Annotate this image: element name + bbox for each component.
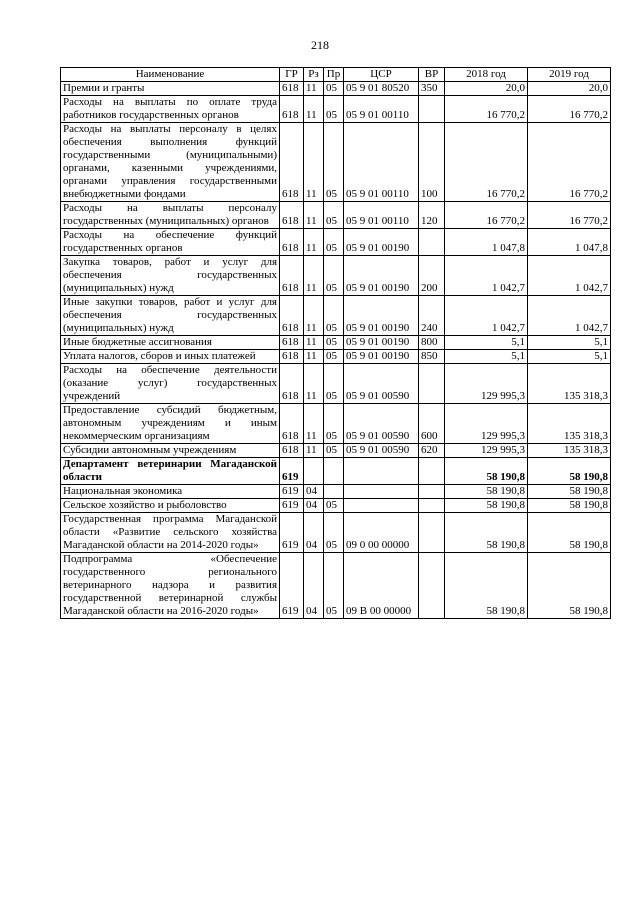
cell-name: Департамент ветеринарии Магаданской области [61, 458, 280, 485]
cell-csr [344, 499, 419, 513]
cell-pr [324, 458, 344, 485]
cell-vr [419, 513, 445, 553]
cell-pr: 05 [324, 123, 344, 202]
cell-csr: 09 В 00 00000 [344, 553, 419, 619]
cell-2019: 5,1 [528, 350, 611, 364]
cell-2019: 135 318,3 [528, 364, 611, 404]
cell-gr: 618 [280, 364, 304, 404]
cell-2018: 5,1 [445, 350, 528, 364]
cell-vr: 850 [419, 350, 445, 364]
cell-rz [304, 458, 324, 485]
cell-vr [419, 364, 445, 404]
cell-vr: 600 [419, 404, 445, 444]
cell-2018: 16 770,2 [445, 96, 528, 123]
header-rz: Рз [304, 68, 324, 82]
cell-name: Иные закупки товаров, работ и услуг для обеспечения государственных (муниципальных) нужд [61, 296, 280, 336]
cell-csr: 05 9 01 00190 [344, 256, 419, 296]
table-row [61, 123, 611, 202]
cell-gr: 618 [280, 82, 304, 96]
cell-csr: 05 9 01 00190 [344, 296, 419, 336]
cell-pr: 05 [324, 336, 344, 350]
cell-name: Субсидии автономным учреждениям [61, 444, 280, 458]
cell-gr: 618 [280, 296, 304, 336]
cell-name: Закупка товаров, работ и услуг для обеспечения государственных (муниципальных) нужд [61, 256, 280, 296]
cell-rz: 04 [304, 553, 324, 619]
cell-2018: 129 995,3 [445, 364, 528, 404]
cell-pr: 05 [324, 229, 344, 256]
cell-vr: 120 [419, 202, 445, 229]
cell-pr: 05 [324, 513, 344, 553]
cell-2019: 16 770,2 [528, 202, 611, 229]
cell-pr: 05 [324, 256, 344, 296]
cell-vr: 240 [419, 296, 445, 336]
cell-2019: 58 190,8 [528, 458, 611, 485]
cell-csr: 05 9 01 00190 [344, 350, 419, 364]
cell-pr: 05 [324, 444, 344, 458]
cell-2018: 1 042,7 [445, 296, 528, 336]
cell-pr: 05 [324, 96, 344, 123]
cell-gr: 619 [280, 553, 304, 619]
cell-gr: 618 [280, 202, 304, 229]
cell-2018: 129 995,3 [445, 404, 528, 444]
cell-name: Уплата налогов, сборов и иных платежей [61, 350, 280, 364]
cell-name: Расходы на выплаты персоналу в целях обеспечения выполнения функций государственными (муниципальными) органами, казенными учреждениями, органами управления государственными внебюджетными фондами [61, 123, 280, 202]
cell-gr: 618 [280, 336, 304, 350]
cell-2019: 1 042,7 [528, 256, 611, 296]
cell-gr: 618 [280, 229, 304, 256]
cell-rz: 04 [304, 499, 324, 513]
cell-pr: 05 [324, 202, 344, 229]
cell-name: Подпрограмма «Обеспечение государственного регионального ветеринарного надзора и развития государственной ветеринарной службы Магаданской области на 2016-2020 годы» [61, 553, 280, 619]
table-row [61, 202, 611, 229]
cell-2019: 1 042,7 [528, 296, 611, 336]
cell-gr: 618 [280, 444, 304, 458]
budget-table [60, 67, 611, 619]
cell-2018: 129 995,3 [445, 444, 528, 458]
cell-rz: 11 [304, 229, 324, 256]
table-row [61, 364, 611, 404]
cell-pr: 05 [324, 404, 344, 444]
cell-2018: 5,1 [445, 336, 528, 350]
header-2019: 2019 год [528, 68, 611, 82]
cell-rz: 11 [304, 336, 324, 350]
table-row [61, 513, 611, 553]
cell-vr: 100 [419, 123, 445, 202]
cell-rz: 11 [304, 256, 324, 296]
cell-csr: 09 0 00 00000 [344, 513, 419, 553]
cell-name: Премии и гранты [61, 82, 280, 96]
cell-csr: 05 9 01 00110 [344, 96, 419, 123]
cell-name: Расходы на выплаты по оплате труда работников государственных органов [61, 96, 280, 123]
cell-pr [324, 485, 344, 499]
cell-gr: 619 [280, 458, 304, 485]
cell-csr: 05 9 01 00190 [344, 229, 419, 256]
cell-csr [344, 485, 419, 499]
cell-csr: 05 9 01 00190 [344, 336, 419, 350]
cell-2019: 58 190,8 [528, 513, 611, 553]
cell-gr: 618 [280, 96, 304, 123]
cell-rz: 11 [304, 96, 324, 123]
cell-rz: 11 [304, 444, 324, 458]
cell-gr: 619 [280, 513, 304, 553]
table-header-row [61, 68, 611, 82]
cell-name: Предоставление субсидий бюджетным, автономным учреждениям и иным некоммерческим организациям [61, 404, 280, 444]
cell-vr: 350 [419, 82, 445, 96]
cell-2019: 135 318,3 [528, 444, 611, 458]
cell-csr: 05 9 01 00110 [344, 123, 419, 202]
cell-2018: 58 190,8 [445, 458, 528, 485]
cell-name: Государственная программа Магаданской области «Развитие сельского хозяйства Магаданской области на 2014-2020 годы» [61, 513, 280, 553]
header-name: Наименование [61, 68, 280, 82]
table-row [61, 350, 611, 364]
cell-rz: 04 [304, 485, 324, 499]
cell-gr: 618 [280, 350, 304, 364]
cell-2018: 20,0 [445, 82, 528, 96]
cell-rz: 04 [304, 513, 324, 553]
cell-name: Расходы на обеспечение деятельности (оказание услуг) государственных учреждений [61, 364, 280, 404]
cell-2019: 16 770,2 [528, 123, 611, 202]
cell-2019: 58 190,8 [528, 485, 611, 499]
cell-rz: 11 [304, 202, 324, 229]
cell-2018: 58 190,8 [445, 513, 528, 553]
cell-csr: 05 9 01 00110 [344, 202, 419, 229]
cell-2018: 58 190,8 [445, 499, 528, 513]
cell-rz: 11 [304, 296, 324, 336]
cell-rz: 11 [304, 82, 324, 96]
cell-vr: 200 [419, 256, 445, 296]
cell-rz: 11 [304, 350, 324, 364]
cell-vr [419, 553, 445, 619]
cell-vr [419, 499, 445, 513]
cell-2019: 20,0 [528, 82, 611, 96]
cell-2019: 5,1 [528, 336, 611, 350]
page-number: 218 [311, 38, 329, 52]
table-row [61, 553, 611, 619]
cell-gr: 618 [280, 123, 304, 202]
table-row [61, 229, 611, 256]
cell-2018: 58 190,8 [445, 553, 528, 619]
table-row [61, 336, 611, 350]
cell-2019: 58 190,8 [528, 553, 611, 619]
table-row [61, 458, 611, 485]
cell-vr: 800 [419, 336, 445, 350]
cell-gr: 619 [280, 499, 304, 513]
cell-2019: 1 047,8 [528, 229, 611, 256]
cell-rz: 11 [304, 404, 324, 444]
cell-rz: 11 [304, 364, 324, 404]
cell-pr: 05 [324, 499, 344, 513]
cell-name: Национальная экономика [61, 485, 280, 499]
cell-name: Расходы на обеспечение функций государственных органов [61, 229, 280, 256]
cell-2018: 1 047,8 [445, 229, 528, 256]
cell-vr [419, 229, 445, 256]
cell-pr: 05 [324, 82, 344, 96]
cell-vr [419, 96, 445, 123]
cell-name: Сельское хозяйство и рыболовство [61, 499, 280, 513]
cell-pr: 05 [324, 296, 344, 336]
cell-csr: 05 9 01 00590 [344, 364, 419, 404]
cell-2019: 135 318,3 [528, 404, 611, 444]
cell-pr: 05 [324, 364, 344, 404]
header-pr: Пр [324, 68, 344, 82]
cell-2019: 16 770,2 [528, 96, 611, 123]
cell-csr: 05 9 01 00590 [344, 404, 419, 444]
cell-2018: 58 190,8 [445, 485, 528, 499]
table-body [61, 82, 611, 619]
table-row [61, 444, 611, 458]
cell-pr: 05 [324, 553, 344, 619]
cell-2018: 16 770,2 [445, 123, 528, 202]
cell-vr [419, 458, 445, 485]
cell-2018: 1 042,7 [445, 256, 528, 296]
cell-csr: 05 9 01 00590 [344, 444, 419, 458]
table-row [61, 485, 611, 499]
cell-2019: 58 190,8 [528, 499, 611, 513]
table-row [61, 404, 611, 444]
table-row [61, 96, 611, 123]
cell-gr: 618 [280, 256, 304, 296]
table-row [61, 499, 611, 513]
header-2018: 2018 год [445, 68, 528, 82]
cell-2018: 16 770,2 [445, 202, 528, 229]
header-gr: ГР [280, 68, 304, 82]
header-vr: ВР [419, 68, 445, 82]
cell-csr [344, 458, 419, 485]
table-row [61, 82, 611, 96]
cell-name: Расходы на выплаты персоналу государственных (муниципальных) органов [61, 202, 280, 229]
cell-pr: 05 [324, 350, 344, 364]
cell-name: Иные бюджетные ассигнования [61, 336, 280, 350]
cell-gr: 619 [280, 485, 304, 499]
header-csr: ЦСР [344, 68, 419, 82]
cell-vr: 620 [419, 444, 445, 458]
cell-rz: 11 [304, 123, 324, 202]
table-row [61, 296, 611, 336]
cell-vr [419, 485, 445, 499]
cell-csr: 05 9 01 80520 [344, 82, 419, 96]
table-row [61, 256, 611, 296]
cell-gr: 618 [280, 404, 304, 444]
